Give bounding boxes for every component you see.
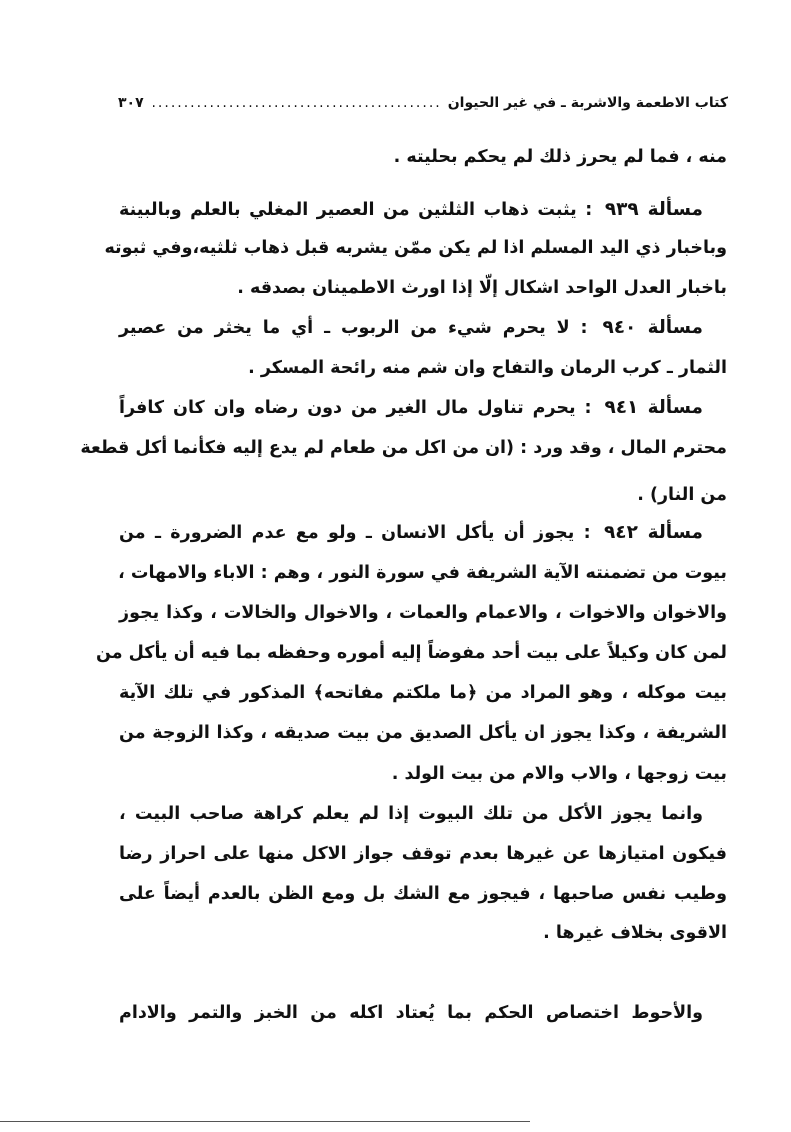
issue-label: مسألة ٩٤١	[604, 397, 703, 418]
page-number: ٣٠٧	[118, 95, 144, 111]
line-text: بيوت من تضمنته الآية الشريفة في سورة النور ، وهم : الاباء والامهات ،	[118, 563, 727, 583]
text-line	[119, 839, 727, 869]
text-line	[119, 353, 727, 383]
text-line	[119, 759, 727, 789]
line-text: باخبار العدل الواحد اشكال إلّا إذا اورث الاطمينان بصدقه .	[237, 278, 727, 298]
text-line	[119, 718, 727, 748]
chapter-title: كتاب الاطعمة والاشربة ـ في غير الحيوان	[447, 95, 728, 111]
line-text: الاقوى بخلاف غيرها .	[543, 923, 727, 943]
line-text: محترم المال ، وقد ورد : (ان من اكل من طعام لم يدع إليه فكأنما أكل قطعة	[80, 438, 727, 458]
mas-ala-paragraph-start	[119, 313, 703, 343]
line-text: بيت زوجها ، والاب والام من بيت الولد .	[391, 764, 727, 784]
line-text: والأحوط اختصاص الحكم بما يُعتاد اكله من الخبز والتمر والادام	[119, 1003, 703, 1023]
line-text: منه ، فما لم يحرز ذلك لم يحكم بحليته .	[393, 147, 727, 167]
text-line	[119, 558, 727, 588]
line-text: بيت موكله ، وهو المراد من ﴿ما ملكتم مفاتحه﴾ المذكور في تلك الآية	[119, 683, 727, 703]
text-line	[119, 142, 727, 172]
line-text: والاخوان والاخوات ، والاعمام والعمات ، والاخوال والخالات ، وكذا يجوز	[119, 603, 727, 623]
line-text: وانما يجوز الأكل من تلك البيوت إذا لم يعلم كراهة صاحب البيت ،	[119, 804, 703, 824]
line-text: الشريفة ، وكذا يجوز ان يأكل الصديق من بيت صديقه ، وكذا الزوجة من	[119, 723, 727, 743]
line-text: لمن كان وكيلاً على بيت أحد مفوضاً إليه أموره وحفظه بما فيه أن يأكل من	[96, 643, 727, 663]
leader-dots	[150, 95, 442, 111]
issue-label: مسألة ٩٤٠	[602, 317, 703, 338]
text-line	[119, 879, 727, 909]
text-line	[119, 598, 727, 628]
text-line	[119, 273, 727, 303]
line-text: : يحرم تناول مال الغير من دون رضاه وان كان كافراً	[119, 398, 592, 418]
line-text: وطيب نفس صاحبها ، فيجوز مع الشك بل ومع الظن بالعدم أيضاً على	[119, 884, 727, 904]
mas-ala-paragraph-start	[119, 195, 703, 225]
text-line	[119, 998, 703, 1028]
running-header	[118, 92, 728, 114]
text-line	[96, 638, 727, 668]
line-text: الثمار ـ كرب الرمان والتفاح وان شم منه رائحة المسكر .	[248, 358, 727, 378]
mas-ala-paragraph-start	[119, 518, 703, 548]
line-text: وباخبار ذي اليد المسلم اذا لم يكن ممّن يشربه قبل ذهاب ثلثيه،وفي ثبوته	[104, 238, 727, 258]
issue-label: مسألة ٩٤٢	[604, 522, 703, 543]
line-text: من النار) .	[637, 485, 727, 505]
line-text: فيكون امتيازها عن غيرها بعدم توقف جواز الاكل منها على احراز رضا	[119, 844, 727, 864]
text-line	[80, 433, 727, 463]
issue-label: مسألة ٩٣٩	[604, 199, 703, 220]
scan-edge-line	[0, 1121, 530, 1122]
line-text: : لا يحرم شيء من الربوب ـ أي ما يخثر من عصير	[119, 318, 588, 338]
line-text: : يثبت ذهاب الثلثين من العصير المغلي بالعلم وبالبينة	[119, 200, 593, 220]
line-text: : يجوز أن يأكل الانسان ـ ولو مع عدم الضرورة ـ من	[119, 523, 591, 543]
text-line	[119, 799, 703, 829]
mas-ala-paragraph-start	[119, 393, 703, 423]
text-line	[104, 233, 727, 263]
text-line	[119, 918, 727, 948]
text-line	[119, 678, 727, 708]
text-line	[119, 480, 727, 510]
